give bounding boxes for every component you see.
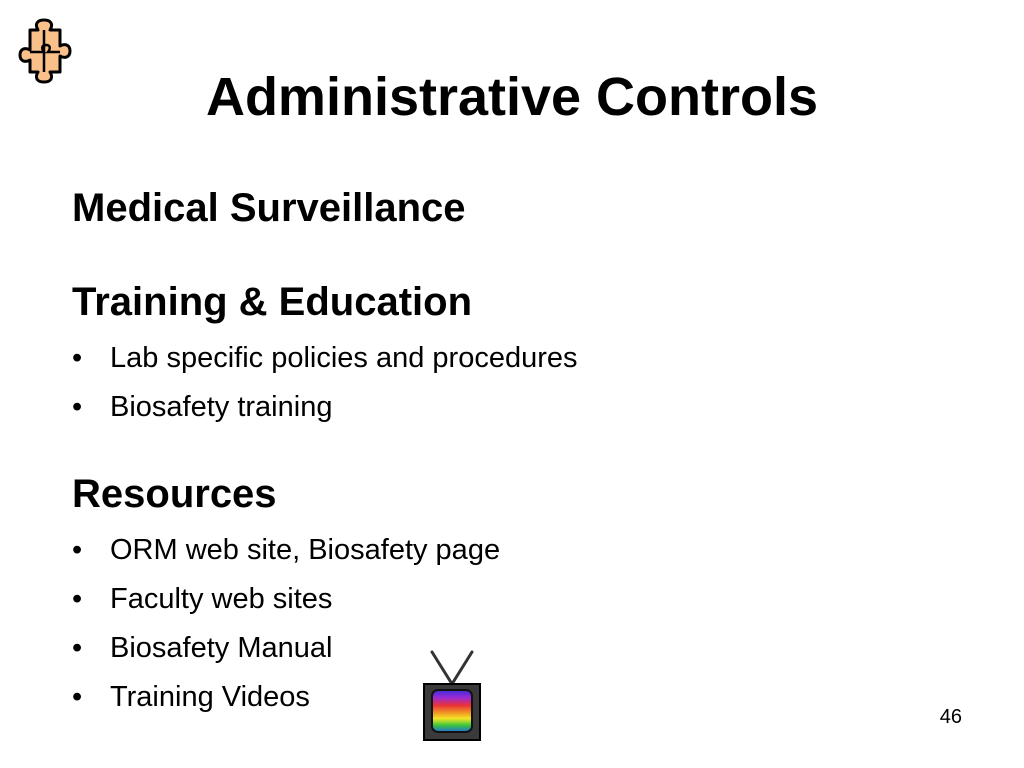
list-item-text: Training Videos <box>110 681 310 713</box>
section-heading-training-education: Training & Education <box>72 280 473 324</box>
section-heading-resources: Resources <box>72 472 277 516</box>
bullet-icon: • <box>72 534 83 566</box>
list-item <box>72 526 500 575</box>
list-item-text: Biosafety Manual <box>110 632 333 664</box>
list-item <box>72 334 578 383</box>
slide-title: Administrative Controls <box>205 67 819 127</box>
list-item <box>72 575 500 624</box>
bullet-icon: • <box>72 342 83 374</box>
bullet-icon: • <box>72 583 83 615</box>
bullet-icon: • <box>72 681 83 713</box>
list-item-text: ORM web site, Biosafety page <box>110 534 501 566</box>
section-heading-medical-surveillance: Medical Surveillance <box>72 186 466 230</box>
bullet-icon: • <box>72 632 83 664</box>
list-item-text: Biosafety training <box>110 391 333 423</box>
television-icon <box>420 648 484 744</box>
list-item-text: Faculty web sites <box>110 583 333 615</box>
list-item <box>72 383 578 432</box>
bullet-list-training <box>72 334 578 432</box>
list-item-text: Lab specific policies and procedures <box>110 342 578 374</box>
bullet-icon: • <box>72 391 83 423</box>
page-number: 46 <box>939 706 962 728</box>
